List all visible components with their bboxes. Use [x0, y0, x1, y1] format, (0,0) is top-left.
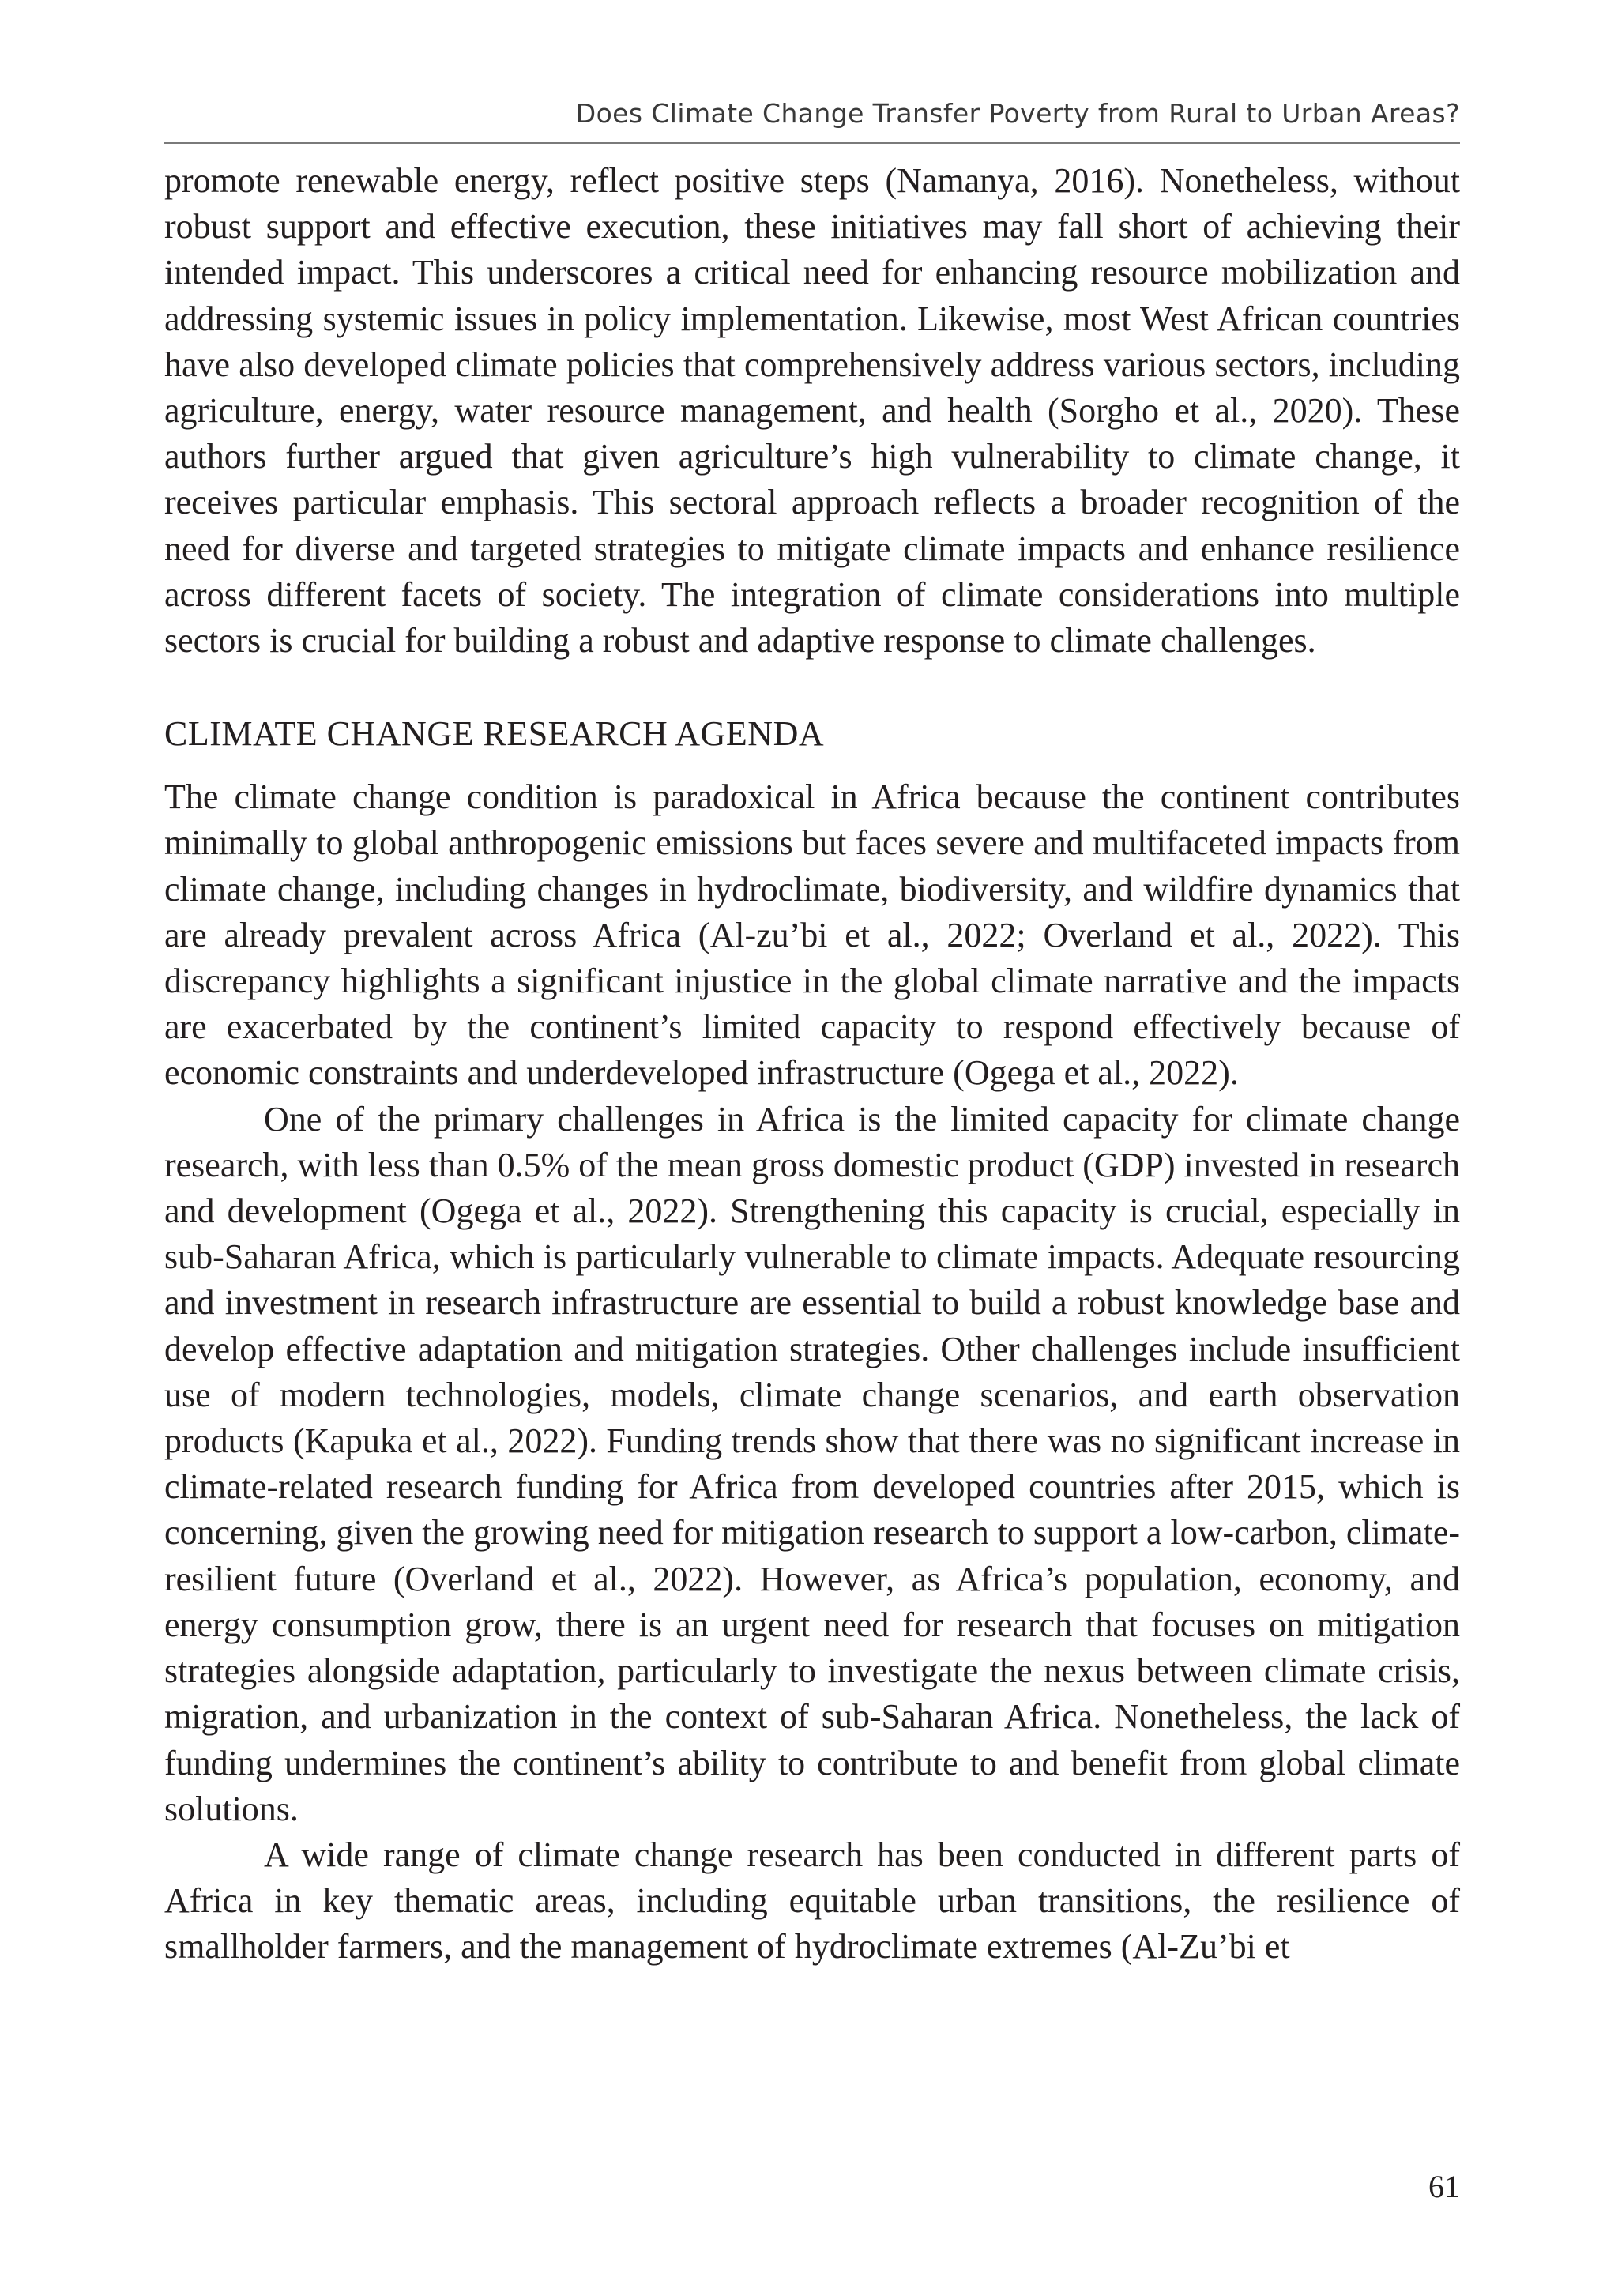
page-number: 61 [1428, 2169, 1460, 2204]
header-rule [164, 142, 1460, 144]
body-paragraph-3: One of the primary challenges in Africa is the limited capacity for climate change research, with less than 0.5% of the mean gross domestic product (GDP) invested in research and development (Ogega et al., 2022). Strengthening this capacity is crucial, especially in sub-Saharan Africa, which is particularly vulnerable to climate impacts. Adequate resourcing and investment in research infrastructure are essential to build a robust knowledge base and develop effective adaptation and mitigation strategies. Other challenges include insufficient use of modern technologies, models, climate change scenarios, and earth observation products (Kapuka et al., 2022). Funding trends show that there was no significant increase in climate-related research funding for Africa from developed countries after 2015, which is concerning, given the growing need for mitigation research to support a low-carbon, climate-resilient future (Overland et al., 2022). However, as Africa’s population, economy, and energy consumption grow, there is an urgent need for research that focuses on mitigation strategies alongside adaptation, particularly to investigate the nexus between climate crisis, migration, and urbanization in the context of sub-Saharan Africa. Nonetheless, the lack of funding undermines the continent’s ability to contribute to and benefit from global climate solutions. [164, 1099, 1460, 1828]
section-heading: CLIMATE CHANGE RESEARCH AGENDA [164, 714, 825, 754]
page-body [164, 158, 1460, 1970]
body-paragraph-4: A wide range of climate change research has been conducted in different parts of Africa in key thematic areas, including equitable urban transitions, the resilience of smallholder farmers, and the management of hydroclimate extremes (Al-Zu’bi et [164, 1835, 1460, 1967]
body-paragraph-1: promote renewable energy, reflect positive steps (Namanya, 2016). Nonetheless, without robust support and effective execution, these initiatives may fall short of achieving their intended impact. This underscores a critical need for enhancing resource mobilization and addressing systemic issues in policy implementation. Likewise, most West African countries have also developed climate policies that comprehensively address various sectors, including agriculture, energy, water resource management, and health (Sorgho et al., 2020). These authors further argued that given agriculture’s high vulnerability to climate change, it receives particular emphasis. This sectoral approach reflects a broader recognition of the need for diverse and targeted strategies to mitigate climate impacts and enhance resilience across different facets of society. The integration of climate considerations into multiple sectors is crucial for building a robust and adaptive response to climate challenges. [164, 161, 1460, 661]
running-header-title: Does Climate Change Transfer Poverty from Rural to Urban Areas? [575, 98, 1460, 129]
body-paragraph-2: The climate change condition is paradoxical in Africa because the continent contributes minimally to global anthropogenic emissions but faces severe and multifaceted impacts from climate change, including changes in hydroclimate, biodiversity, and wildfire dynamics that are already prevalent across Africa (Al-zu’bi et al., 2022; Overland et al., 2022). This discrepancy highlights a significant injustice in the global climate narrative and the impacts are exacerbated by the continent’s limited capacity to respond effectively because of economic constraints and underdeveloped infrastructure (Ogega et al., 2022). [164, 777, 1460, 1093]
